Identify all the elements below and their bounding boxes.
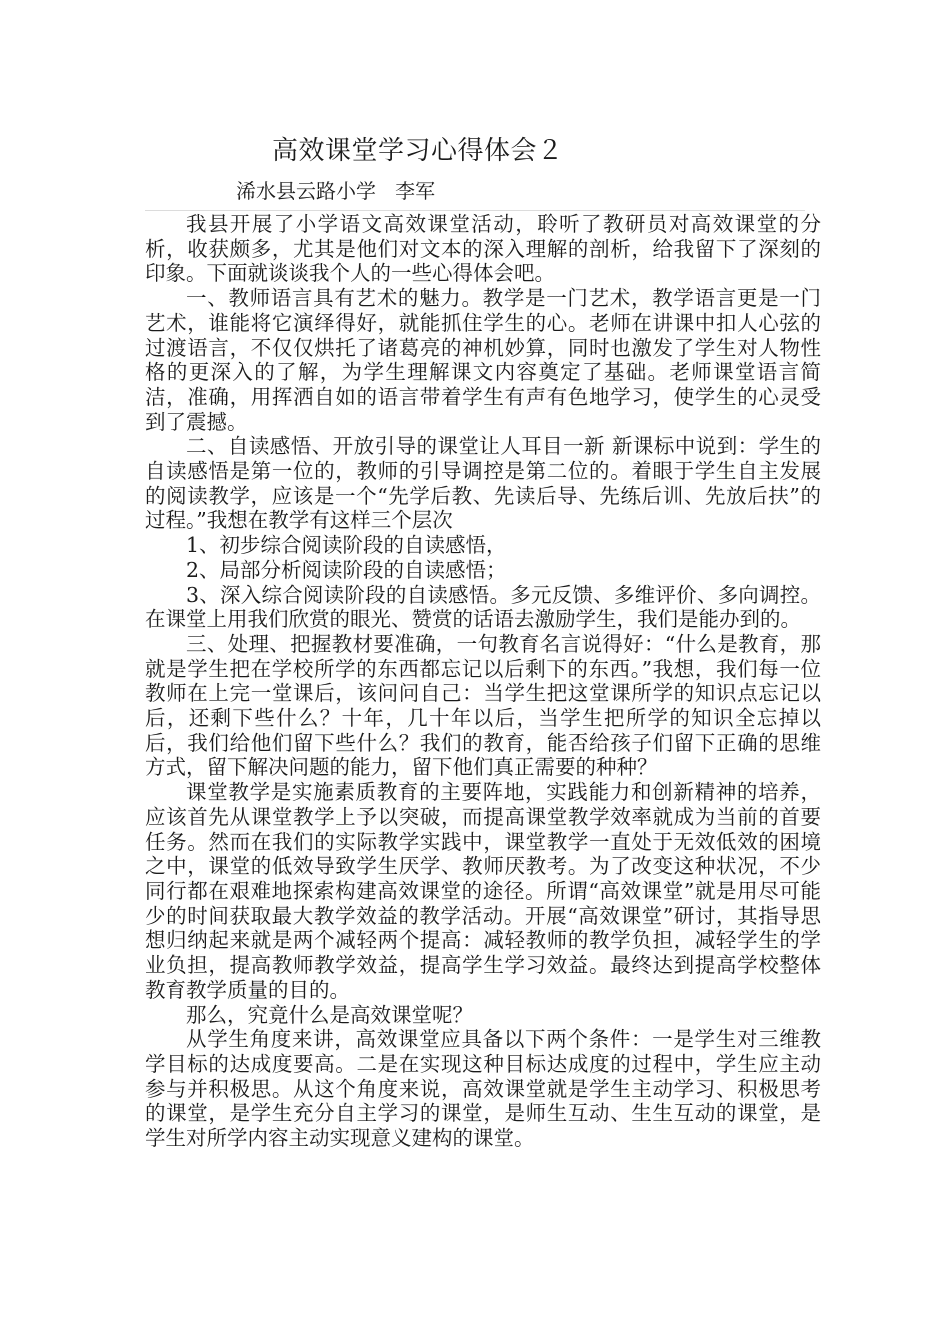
document-title: 高效课堂学习心得体会２ xyxy=(272,136,564,166)
list-item-3: 3、深入综合阅读阶段的自读感悟。多元反馈、多维评价、多向调控。在课堂上用我们欣赏的眼光、赞赏的话语去激励学生，我们是能办到的。 xyxy=(145,582,821,632)
paragraph-conclusion: 从学生角度来讲，高效课堂应具备以下两个条件：一是学生对三维教学目标的达成度要高。二是在实现这种目标达成度的过程中，学生应主动参与并积极思。从这个角度来说，高效课堂就是学生主动学习、积极思考的课堂，是学生充分自主学习的课堂，是师生互动、生生互动的课堂，是学生对所学内容主动实现意义建构的课堂。 xyxy=(145,1027,821,1151)
paragraph-section-2: 二、自读感悟、开放引导的课堂让人耳目一新 新课标中说到：学生的自读感悟是第一位的，教师的引导调控是第二位的。着眼于学生自主发展的阅读教学，应该是一个“先学后教、先读后导、先练后训、先放后扶”的过程。”我想在教学有这样三个层次 xyxy=(145,434,821,533)
list-item-1: 1、初步综合阅读阶段的自读感悟， xyxy=(186,533,507,558)
header-divider xyxy=(145,210,805,211)
paragraph-section-1: 一、教师语言具有艺术的魅力。教学是一门艺术，教学语言更是一门艺术，谁能将它演绎得好，就能抓住学生的心。老师在讲课中扣人心弦的过渡语言，不仅仅烘托了诸葛亮的神机妙算，同时也激发了学生对人物性格的更深入的了解，为学生理解课文内容奠定了基础。老师课堂语言简洁，准确，用挥洒自如的语言带着学生有声有色地学习，使学生的心灵受到了震撼。 xyxy=(145,286,821,434)
document-body xyxy=(145,212,821,1151)
paragraph-classroom: 课堂教学是实施素质教育的主要阵地，实践能力和创新精神的培养，应该首先从课堂教学上予以突破，而提高课堂教学效率就成为当前的首要任务。然而在我们的实际教学实践中，课堂教学一直处于无效低效的困境之中，课堂的低效导致学生厌学、教师厌教考。为了改变这种状况，不少同行都在艰难地探索构建高效课堂的途径。所谓“高效课堂”就是用尽可能少的时间获取最大教学效益的教学活动。开展“高效课堂”研讨，其指导思想归纳起来就是两个减轻两个提高：减轻教师的教学负担，减轻学生的学业负担，提高教师教学效益，提高学生学习效益。最终达到提高学校整体教育教学质量的目的。 xyxy=(145,780,821,1002)
list-item-2: 2、局部分析阅读阶段的自读感悟； xyxy=(186,557,507,582)
document-author: 浠水县云路小学 李军 xyxy=(236,179,436,203)
paragraph-intro: 我县开展了小学语文高效课堂活动，聆听了教研员对高效课堂的分析，收获颇多，尤其是他们对文本的深入理解的剖析，给我留下了深刻的印象。下面就谈谈我个人的一些心得体会吧。 xyxy=(145,212,821,286)
paragraph-question: 那么，究竟什么是高效课堂呢？ xyxy=(186,1002,473,1027)
paragraph-section-3: 三、处理、把握教材要准确，一句教育名言说得好：“什么是教育，那就是学生把在学校所学的东西都忘记以后剩下的东西。”我想，我们每一位教师在上完一堂课后，该问问自己：当学生把这堂课所学的知识点忘记以后，还剩下些什么？十年，几十年以后，当学生把所学的知识全忘掉以后，我们给他们留下些什么？我们的教育，能否给孩子们留下正确的思维方式，留下解决问题的能力，留下他们真正需要的种种？ xyxy=(145,631,821,780)
